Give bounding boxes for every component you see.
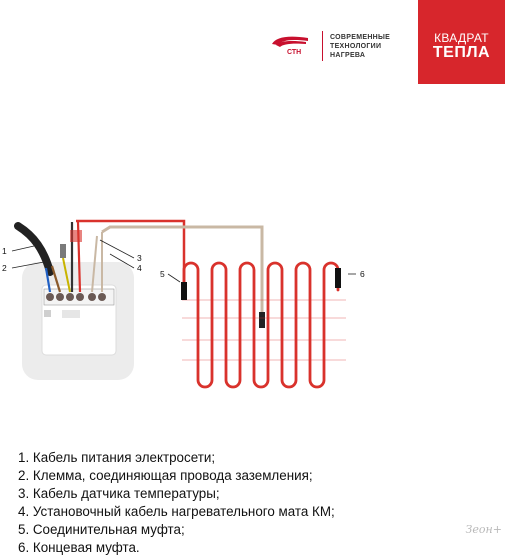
tagline-line: ТЕХНОЛОГИИ <box>330 43 382 50</box>
watermark: Зеон+ <box>465 523 502 536</box>
cth-logo <box>268 28 408 64</box>
connection-coupling <box>181 282 187 300</box>
mat-mesh <box>182 300 346 360</box>
ground-clamp <box>60 244 66 258</box>
end-coupling <box>335 268 341 288</box>
callout-6: 6 <box>360 269 365 279</box>
logo-divider <box>322 31 323 61</box>
legend-item: 1. Кабель питания электросети; <box>18 450 216 465</box>
set-cable-sleeve <box>70 230 82 242</box>
callout-3: 3 <box>137 253 142 263</box>
brand-logo-box <box>418 0 505 84</box>
cth-label: СТН <box>287 49 302 56</box>
legend-item: 2. Клемма, соединяющая провода заземления; <box>18 468 313 483</box>
sensor-tip <box>259 312 265 328</box>
legend-item: 4. Установочный кабель нагревательного мата КМ; <box>18 504 335 519</box>
callout-5: 5 <box>160 269 165 279</box>
tagline-line: СОВРЕМЕННЫЕ <box>330 34 391 41</box>
legend-list <box>18 449 335 557</box>
device-led <box>44 310 51 317</box>
legend-item: 3. Кабель датчика температуры; <box>18 486 220 501</box>
legend-item: 5. Соединительная муфта; <box>18 522 185 537</box>
callout-1: 1 <box>2 246 7 256</box>
device-label <box>62 310 80 318</box>
legend-item: 6. Концевая муфта. <box>18 540 140 555</box>
cth-swoosh-icon <box>268 28 312 64</box>
logo-tagline <box>330 33 390 60</box>
brand-line1: КВАДРАТ <box>434 31 489 45</box>
callout-4: 4 <box>137 263 142 273</box>
callout-2: 2 <box>2 263 7 273</box>
brand-line2: ТЕПЛА <box>432 44 491 61</box>
tagline-line: НАГРЕВА <box>330 52 366 59</box>
wiring-diagram <box>0 210 505 400</box>
